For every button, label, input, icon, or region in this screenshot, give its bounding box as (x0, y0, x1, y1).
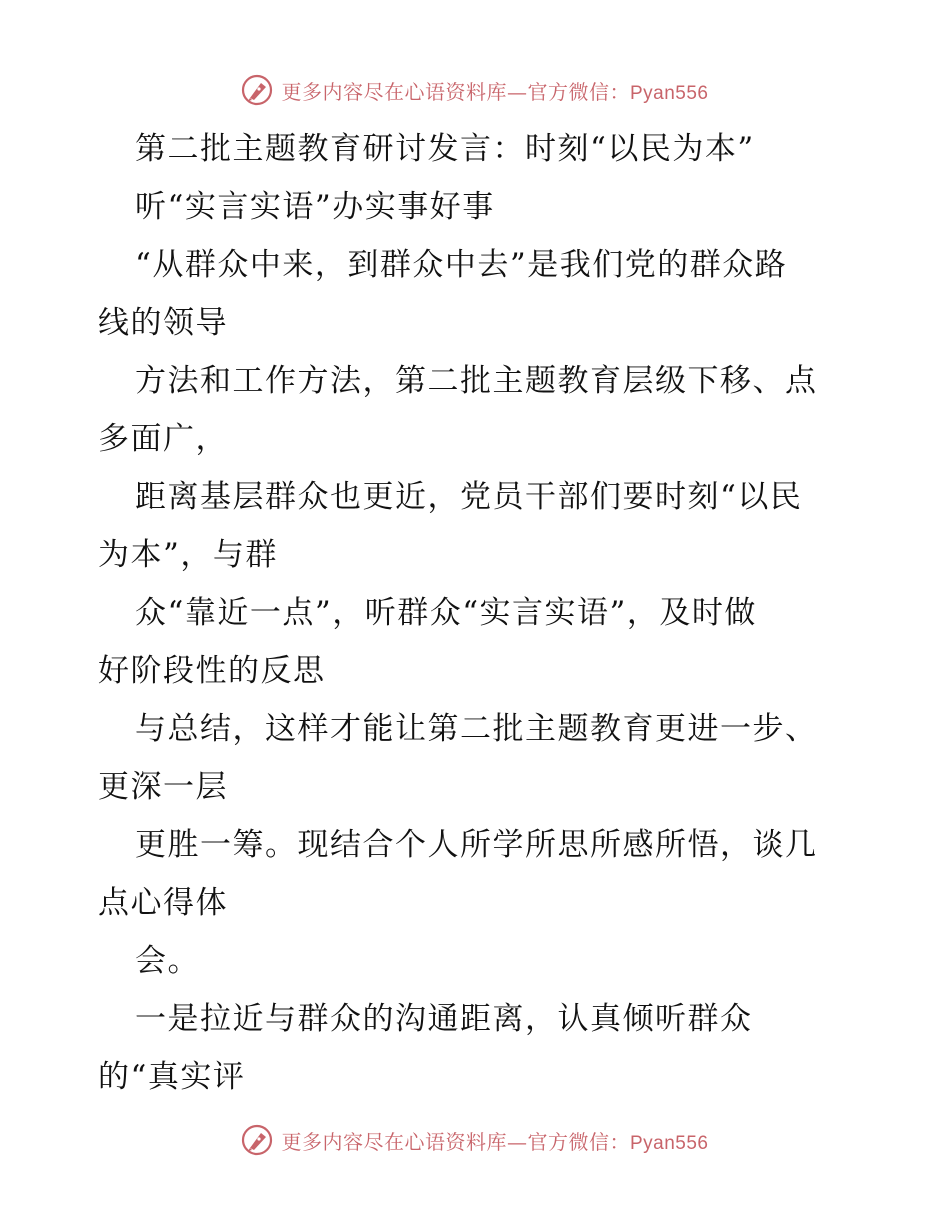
paragraph-line: 多面广， (98, 421, 228, 457)
watermark-separator: — (506, 1129, 528, 1154)
watermark-account-label: 官方微信： (527, 1129, 630, 1154)
watermark-brand: 更多内容尽在心语资料库 (281, 79, 507, 104)
document-body (98, 120, 858, 1106)
paragraph-line: “从群众中来，到群众中去”是我们党的群众路 (135, 247, 788, 283)
paragraph-line: 方法和工作方法，第二批主题教育层级下移、点 (135, 363, 818, 399)
paragraph-line: 更深一层 (98, 769, 228, 805)
pen-nib-logo-icon (241, 74, 273, 106)
paragraph-line: 好阶段性的反思 (98, 653, 326, 689)
paragraph-line: 的“真实评 (98, 1059, 246, 1095)
paragraph-line: 更胜一筹。现结合个人所学所思所感所悟，谈几 (135, 827, 818, 863)
pen-nib-logo-icon (241, 1124, 273, 1156)
watermark-account-id: Pyan556 (629, 82, 709, 104)
footer-watermark (0, 1120, 950, 1160)
watermark-account-label: 官方微信： (527, 79, 630, 104)
paragraph-line: 众“靠近一点”，听群众“实言实语”，及时做 (135, 595, 757, 631)
watermark-account-id: Pyan556 (629, 1132, 709, 1154)
paragraph-line: 会。 (135, 943, 200, 979)
watermark-text (281, 76, 708, 105)
paragraph-line: 与总结，这样才能让第二批主题教育更进一步、 (135, 711, 818, 747)
header-watermark (0, 70, 950, 110)
title-line-2: 听“实言实语”办实事好事 (135, 189, 495, 225)
paragraph-line: 距离基层群众也更近，党员干部们要时刻“以民 (135, 479, 803, 515)
paragraph-line: 线的领导 (98, 305, 228, 341)
watermark-text (281, 1126, 708, 1155)
watermark-separator: — (506, 79, 528, 104)
paragraph-line: 点心得体 (98, 885, 228, 921)
paragraph-line: 为本”，与群 (98, 537, 278, 573)
watermark-brand: 更多内容尽在心语资料库 (281, 1129, 507, 1154)
paragraph-line: 一是拉近与群众的沟通距离，认真倾听群众 (135, 1001, 753, 1037)
title-line-1: 第二批主题教育研讨发言：时刻“以民为本” (135, 131, 755, 167)
